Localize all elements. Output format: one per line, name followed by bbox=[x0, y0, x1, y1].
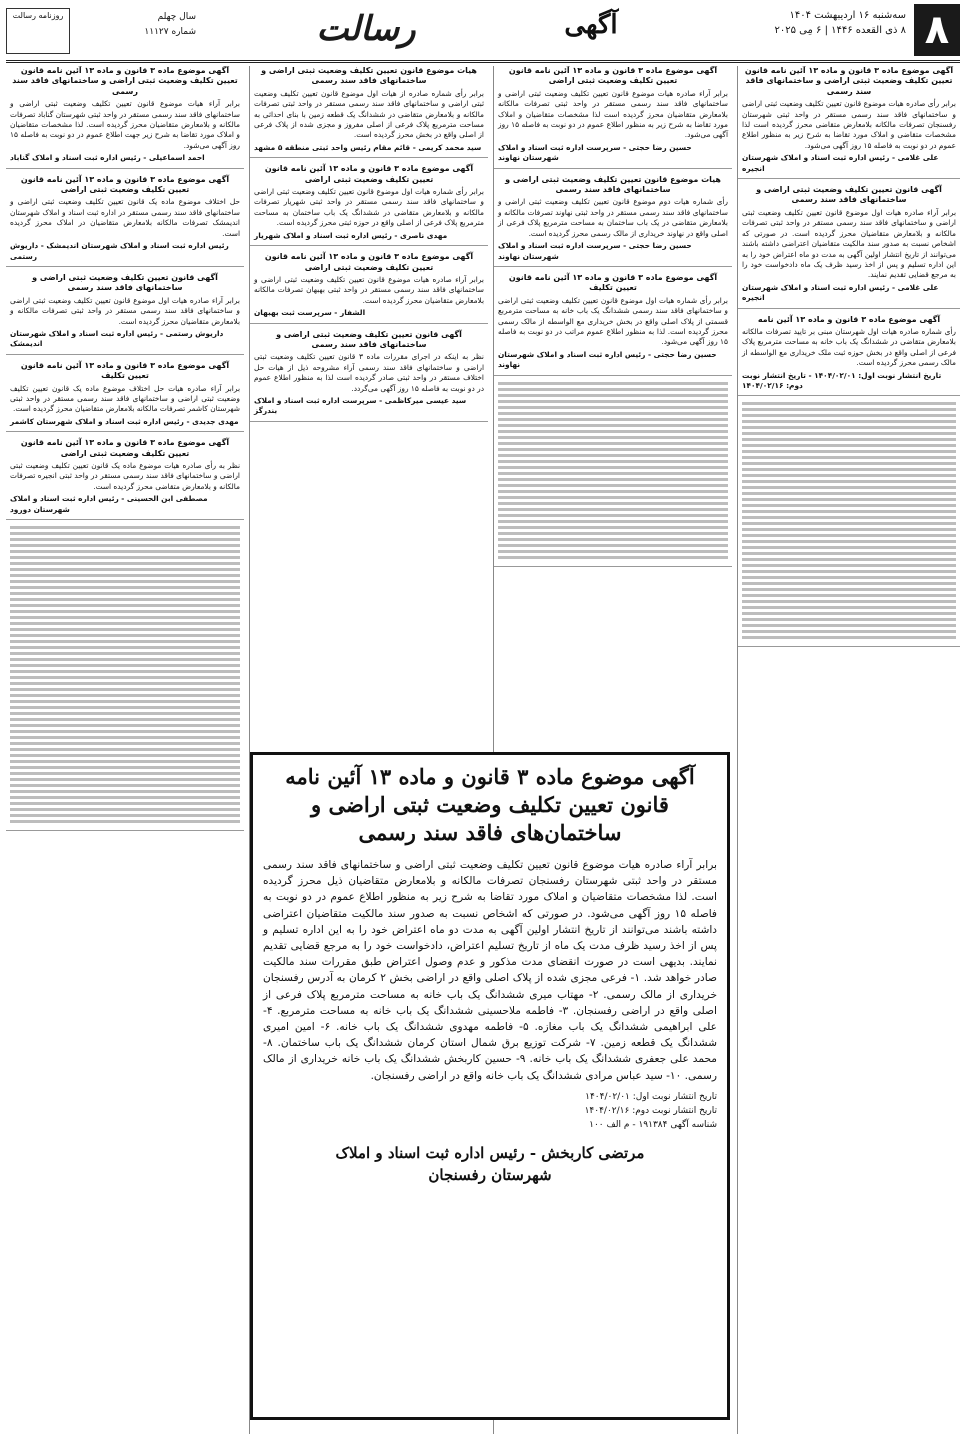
text-line bbox=[10, 742, 240, 745]
ad-signature: مصطفی ابن الحسینی - رئیس اداره ثبت اسناد و املاک شهرستان دورود bbox=[10, 494, 208, 514]
text-line bbox=[10, 676, 240, 679]
ad-heading: آگهی قانون تعیین تکلیف وضعیت ثبتی اراضی و ساختمانهای فاقد سند رسمی bbox=[756, 185, 942, 205]
text-line bbox=[498, 436, 728, 439]
text-line bbox=[498, 430, 728, 433]
text-line bbox=[742, 504, 956, 507]
text-line bbox=[10, 610, 240, 613]
text-line bbox=[498, 418, 728, 421]
text-line bbox=[10, 550, 240, 553]
ad-notice bbox=[250, 330, 488, 422]
text-line bbox=[742, 618, 956, 621]
text-line bbox=[10, 820, 240, 823]
issue-year: سال چهلم bbox=[157, 12, 196, 22]
issue-number: شماره ۱۱۱۲۷ bbox=[144, 27, 196, 37]
ad-body: حل اختلاف موضوع ماده یک قانون تعیین تکلیف وضعیت ثبتی اراضی و ساختمانهای فاقد سند رسمی مستقر در اداره ثبت اسناد و املاک شهرستان اندیمشک تصرفات مالکانه بلامعارض متقاضیان در املاک محرز گردیده است. bbox=[10, 197, 240, 238]
text-line bbox=[742, 600, 956, 603]
ad-heading: آگهی موضوع ماده ۳ قانون و ماده ۱۳ آئین نامه bbox=[757, 314, 941, 324]
text-line bbox=[10, 592, 240, 595]
text-line bbox=[10, 532, 240, 535]
ad-notice bbox=[738, 185, 960, 308]
text-line bbox=[498, 520, 728, 523]
text-line bbox=[742, 582, 956, 585]
ad-notice bbox=[6, 66, 244, 169]
text-line bbox=[498, 502, 728, 505]
text-line bbox=[10, 808, 240, 811]
text-line bbox=[742, 624, 956, 627]
text-line bbox=[10, 574, 240, 577]
ad-body: رأی شماره صادره هیات اول شهرستان مبنی بر تایید تصرفات مالکانه بلامعارض متقاضی در ششدانگ یک باب خانه به مساحت مترمربع پلاک فرعی از اصلی واقع در بخش حوزه ثبت ملک خریداری مع الواسطه از مالک رسمی محرز گردیده است. bbox=[742, 326, 956, 368]
ad-signature: الشفار - سرپرست ثبت بهبهان bbox=[254, 308, 366, 318]
text-line bbox=[742, 474, 956, 477]
ad-body: برابر رأی شماره هیات اول موضوع قانون تعیین تکلیف وضعیت ثبتی اراضی و ساختمانهای فاقد سند رسمی ششدانگ یک باب خانه به مساحت مترمربع قسمتی از پلاک اصلی واقع در بخش خریداری مع الواسطه از مالک رسمی محرز گردیده است. لذا به منظور اطلاع عموم مراتب در دو نوبت به فاصله ۱۵ روز آگهی می‌شود. bbox=[498, 295, 728, 347]
ad-heading: آگهی موضوع ماده ۳ قانون و ماده ۱۳ آئین نامه قانون تعیین تکلیف وضعیت ثبتی اراضی bbox=[20, 438, 230, 458]
featured-notice-signature bbox=[263, 1142, 717, 1186]
text-line bbox=[10, 670, 240, 673]
ad-notice bbox=[738, 66, 960, 179]
ad-heading: آگهی موضوع ماده ۳ قانون و ماده ۱۳ آئین نامه قانون تعیین تکلیف bbox=[508, 272, 718, 293]
ad-signature: رئیس اداره ثبت اسناد و املاک شهرستان اندیمشک - داریوش رستمی bbox=[10, 241, 229, 261]
text-line bbox=[742, 450, 956, 453]
text-line bbox=[10, 616, 240, 619]
text-line bbox=[10, 754, 240, 757]
text-line bbox=[498, 538, 728, 541]
date-line-1: سه‌شنبه ۱۶ اردیبهشت ۱۴۰۴ bbox=[789, 10, 906, 21]
date-line-2: ۸ ذی القعده ۱۴۴۶ | ۶ مِی ۲۰۲۵ bbox=[774, 25, 906, 36]
column-1 bbox=[737, 66, 960, 1434]
text-line bbox=[498, 460, 728, 463]
ad-body: رأی شماره هیات دوم موضوع قانون تعیین تکلیف وضعیت ثبتی اراضی و ساختمانهای فاقد سند رسمی مستقر در واحد ثبتی نهاوند تصرفات مالکانه و بلامعارض متقاضی در یک باب ساختمان به مساحت مترمربع پلاک فرعی از اصلی واقع در نهاوند خریداری از مالک رسمی محرز گردیده است. bbox=[498, 197, 728, 238]
text-line bbox=[10, 634, 240, 637]
ad-notice bbox=[6, 361, 244, 432]
text-line bbox=[10, 646, 240, 649]
text-line bbox=[742, 462, 956, 465]
text-line bbox=[10, 688, 240, 691]
ad-notice bbox=[250, 66, 488, 158]
text-line bbox=[10, 568, 240, 571]
ad-signature: سید عیسی میرکاظمی - سرپرست اداره ثبت اسناد و املاک بندرگز bbox=[254, 395, 467, 416]
text-line bbox=[742, 552, 956, 555]
text-line bbox=[10, 718, 240, 721]
ad-signature: مهدی ناصری - رئیس اداره ثبت اسناد و املاک شهریار bbox=[254, 230, 448, 240]
text-line bbox=[498, 454, 728, 457]
ad-heading: آگهی قانون تعیین تکلیف وضعیت ثبتی اراضی و ساختمانهای فاقد سند رسمی bbox=[276, 329, 462, 349]
ad-body: برابر رأی شماره صادره از هیات اول موضوع قانون تعیین تکلیف وضعیت ثبتی اراضی و ساختمانهای فاقد سند رسمی مستقر در واحد ثبتی تصرفات مالکانه و بلامعارض متقاضی در ششدانگ یک قطعه زمین با بنای احداثی به مساحت مترمربع پلاک فرعی از اصلی مفروز و مجزی شده از پلاک فرعی از اصلی واقع در بخش محرز گردیده است. bbox=[254, 88, 484, 140]
ad-notice bbox=[738, 315, 960, 397]
text-line bbox=[10, 736, 240, 739]
text-line bbox=[498, 466, 728, 469]
text-line bbox=[10, 748, 240, 751]
ad-body: برابر رأی صادره هیات موضوع قانون تعیین تکلیف وضعیت ثبتی اراضی و ساختمانهای فاقد سند رسمی مستقر در واحد ثبتی شهرستان رفسنجان تصرفات مالکانه بلامعارض متقاضی محرز گردیده است لذا مشخصات متقاضی و املاک مورد تقاضا به شرح زیر به منظور اطلاع عموم در دو نوبت به فاصله ۱۵ روز آگهی می‌شود. bbox=[742, 99, 956, 150]
text-line bbox=[742, 426, 956, 429]
text-line bbox=[10, 652, 240, 655]
ad-heading: آگهی موضوع ماده ۳ قانون و ماده ۱۳ آئین نامه قانون تعیین تکلیف وضعیت ثبتی اراضی bbox=[20, 174, 230, 195]
text-line bbox=[742, 576, 956, 579]
text-line bbox=[498, 424, 728, 427]
text-line bbox=[498, 382, 728, 385]
text-line bbox=[10, 556, 240, 559]
text-line bbox=[498, 394, 728, 397]
text-line bbox=[10, 580, 240, 583]
text-line bbox=[10, 724, 240, 727]
ad-notice bbox=[494, 66, 732, 169]
text-line bbox=[742, 498, 956, 501]
text-line bbox=[498, 490, 728, 493]
ad-notice bbox=[6, 175, 244, 267]
text-line bbox=[10, 598, 240, 601]
text-line bbox=[742, 510, 956, 513]
filler-lines bbox=[494, 382, 732, 567]
ad-heading: آگهی موضوع ماده ۳ قانون و ماده ۱۳ آئین نامه قانون تعیین تکلیف وضعیت ثبتی اراضی و ساختمانهای فاقد سند رسمی bbox=[744, 66, 954, 96]
publish-date-1: تاریخ انتشار نوبت اول: ۱۴۰۴/۰۲/۰۱ bbox=[585, 1091, 717, 1102]
text-line bbox=[742, 570, 956, 573]
text-line bbox=[742, 594, 956, 597]
text-line bbox=[10, 622, 240, 625]
text-line bbox=[10, 766, 240, 769]
text-line bbox=[10, 790, 240, 793]
ad-signature: حسین رضا حجتی - رئیس اداره ثبت اسناد و املاک شهرستان نهاوند bbox=[498, 349, 717, 370]
text-line bbox=[10, 538, 240, 541]
text-line bbox=[742, 546, 956, 549]
text-line bbox=[742, 480, 956, 483]
newspaper-logo bbox=[296, 4, 436, 54]
text-line bbox=[10, 604, 240, 607]
text-line bbox=[10, 760, 240, 763]
text-line bbox=[10, 814, 240, 817]
ad-heading: آگهی موضوع ماده ۳ قانون و ماده ۱۳ آئین نامه قانون تعیین تکلیف وضعیت ثبتی اراضی bbox=[264, 252, 474, 272]
text-line bbox=[742, 558, 956, 561]
text-line bbox=[742, 606, 956, 609]
text-line bbox=[498, 484, 728, 487]
text-line bbox=[10, 526, 240, 529]
text-line bbox=[742, 486, 956, 489]
date-block bbox=[686, 8, 906, 38]
text-line bbox=[742, 516, 956, 519]
ad-body: برابر آراء صادره هیات اول موضوع قانون تعیین تکلیف وضعیت ثبتی اراضی و ساختمانهای فاقد سند رسمی مستقر در واحد ثبتی تصرفات مالکانه و بلامعارض متقاضیان محرز گردیده است. bbox=[10, 295, 240, 326]
ad-heading: هیات موضوع قانون تعیین تکلیف وضعیت ثبتی اراضی و ساختمانهای فاقد سند رسمی bbox=[505, 174, 721, 195]
text-line bbox=[742, 468, 956, 471]
text-line bbox=[10, 658, 240, 661]
text-line bbox=[742, 492, 956, 495]
ad-signature: سید محمد کریمی - قائم مقام رئیس واحد ثبتی منطقه ۵ مشهد bbox=[254, 142, 482, 152]
text-line bbox=[10, 628, 240, 631]
ad-body: برابر آراء هیات موضوع قانون تعیین تکلیف وضعیت ثبتی اراضی و ساختمانهای فاقد سند رسمی مستقر در واحد ثبتی شهرستان گناباد تصرفات مالکانه و بلامعارض متقاضیان محرز گردیده است. لذا مشخصات متقاضیان و املاک مورد تقاضا به شرح زیر جهت اطلاع عموم در دو نوبت به فاصله ۱۵ روز آگهی می‌شود. bbox=[10, 99, 240, 150]
ad-signature: حسین رضا حجتی - سرپرست اداره ثبت اسناد و املاک شهرستان نهاوند bbox=[498, 241, 692, 261]
text-line bbox=[498, 406, 728, 409]
ad-notice bbox=[6, 438, 244, 520]
text-line bbox=[10, 712, 240, 715]
filler-lines bbox=[6, 526, 244, 831]
text-line bbox=[498, 388, 728, 391]
text-line bbox=[498, 514, 728, 517]
ad-signature: حسین رضا حجتی - سرپرست اداره ثبت اسناد و املاک شهرستان نهاوند bbox=[498, 142, 692, 163]
text-line bbox=[742, 522, 956, 525]
ad-notice bbox=[494, 273, 732, 376]
logo-text: رسالت bbox=[316, 9, 416, 49]
text-line bbox=[10, 562, 240, 565]
ad-body: برابر آراء صادره هیات موضوع قانون تعیین تکلیف وضعیت ثبتی اراضی و ساختمانهای فاقد سند رسمی مستقر در واحد ثبتی بهبهان تصرفات مالکانه بلامعارض متقاضیان محرز گردیده است. bbox=[254, 274, 484, 305]
ad-signature: تاریخ انتشار نوبت اول: ۱۴۰۴/۰۲/۰۱ - تاریخ انتشار نوبت دوم: ۱۴۰۴/۰۲/۱۶ bbox=[742, 370, 942, 390]
ad-body: برابر آراء صادره هیات اول موضوع قانون تعیین تکلیف وضعیت ثبتی اراضی و ساختمانهای فاقد سند رسمی مستقر در واحد ثبتی تصرفات مالکانه و بلامعارض متقاضیان محرز گردیده است. در صورتی که اشخاص نسبت به صدور سند مالکیت متقاضیان اعتراضی داشته باشند می‌توانند از تاریخ انتشار اولین آگهی به مدت دو ماه اعتراض خود را به این اداره تسلیم و پس از اخذ رسید ظرف یک ماه دادخواست خود را به مرجع قضایی تقدیم نمایند. bbox=[742, 207, 956, 280]
text-line bbox=[498, 478, 728, 481]
text-line bbox=[742, 528, 956, 531]
text-line bbox=[10, 730, 240, 733]
ad-notice bbox=[250, 252, 488, 323]
ad-heading: آگهی موضوع ماده ۳ قانون و ماده ۱۳ آئین نامه قانون تعیین تکلیف bbox=[20, 360, 230, 381]
text-line bbox=[10, 694, 240, 697]
text-line bbox=[10, 544, 240, 547]
ad-signature: داریوش رستمی - رئیس اداره ثبت اسناد و املاک شهرستان اندیمشک bbox=[10, 328, 224, 349]
ad-signature: علی غلامی - رئیس اداره ثبت اسناد و املاک شهرستان انجیره bbox=[742, 153, 939, 173]
text-line bbox=[498, 472, 728, 475]
text-line bbox=[10, 784, 240, 787]
ad-body: برابر آراء صادره هیات حل اختلاف موضوع ماده یک قانون تعیین تکلیف وضعیت ثبتی اراضی و ساختمانهای فاقد سند رسمی مستقر در واحد ثبتی شهرستان کاشمر تصرفات مالکانه بلامعارض متقاضیان محرز گردیده است. bbox=[10, 383, 240, 414]
text-line bbox=[742, 630, 956, 633]
ad-body: برابر رأی شماره هیات اول موضوع قانون تعیین تکلیف وضعیت ثبتی اراضی و ساختمانهای فاقد سند رسمی مستقر در واحد ثبتی شهریار تصرفات مالکانه و بلامعارض متقاضی در ششدانگ یک باب ساختمان به مساحت مترمربع پلاک فرعی از اصلی واقع در حوزه ثبتی محرز گردیده است. bbox=[254, 187, 484, 228]
text-line bbox=[498, 532, 728, 535]
text-line bbox=[742, 612, 956, 615]
text-line bbox=[742, 564, 956, 567]
text-line bbox=[742, 588, 956, 591]
text-line bbox=[742, 534, 956, 537]
ad-body: نظر به رأی صادره هیات موضوع ماده یک قانون تعیین تکلیف وضعیت ثبتی اراضی و ساختمانهای فاقد سند رسمی مستقر در واحد ثبتی انجیره تصرفات مالکانه و بلامعارض متقاضی محرز گردیده است. bbox=[10, 461, 240, 491]
publish-date-2: تاریخ انتشار نوبت دوم: ۱۴۰۴/۰۲/۱۶ bbox=[584, 1105, 717, 1116]
text-line bbox=[498, 442, 728, 445]
text-line bbox=[10, 778, 240, 781]
ad-heading: آگهی موضوع ماده ۳ قانون و ماده ۱۳ آئین نامه قانون تعیین تکلیف وضعیت ثبتی اراضی و ساختمانهای فاقد سند رسمی bbox=[12, 66, 238, 96]
text-line bbox=[742, 402, 956, 405]
column-4 bbox=[6, 66, 244, 1434]
ad-body: برابر آراء صادره هیات موضوع قانون تعیین تکلیف وضعیت ثبتی اراضی و ساختمانهای فاقد سند رسمی مستقر در واحد ثبتی تصرفات مالکانه بلامعارض متقاضیان محرز گردیده است لذا مشخصات متقاضیان و املاک مورد تقاضا به شرح زیر به منظور اطلاع عموم در دو نوبت به فاصله ۱۵ روز آگهی می‌شود. bbox=[498, 88, 728, 140]
text-line bbox=[742, 540, 956, 543]
text-line bbox=[498, 496, 728, 499]
page-number: ۸ bbox=[914, 4, 960, 56]
text-line bbox=[10, 640, 240, 643]
text-line bbox=[742, 420, 956, 423]
signature-line-2: شهرستان رفسنجان bbox=[428, 1165, 552, 1184]
text-line bbox=[10, 664, 240, 667]
ad-notice bbox=[6, 273, 244, 355]
ad-heading: هیات موضوع قانون تعیین تکلیف وضعیت ثبتی اراضی و ساختمانهای فاقد سند رسمی bbox=[261, 66, 477, 86]
ad-notice bbox=[250, 164, 488, 246]
text-line bbox=[742, 432, 956, 435]
section-title: آگهی bbox=[564, 10, 618, 40]
ad-heading: آگهی موضوع ماده ۳ قانون و ماده ۱۳ آئین نامه قانون تعیین تکلیف وضعیت ثبتی اراضی bbox=[508, 66, 718, 86]
text-line bbox=[742, 456, 956, 459]
issue-block bbox=[76, 10, 196, 40]
featured-notice-title: آگهی موضوع ماده ۳ قانون و ماده ۱۳ آئین نامه قانون تعیین تکلیف وضعیت ثبتی اراضی و ساختمان‌های فاقد سند رسمی bbox=[285, 764, 695, 845]
text-line bbox=[742, 444, 956, 447]
small-logo: روزنامه رسالت bbox=[6, 8, 70, 54]
ad-heading: آگهی قانون تعیین تکلیف وضعیت ثبتی اراضی و ساختمانهای فاقد سند رسمی bbox=[32, 272, 218, 293]
ad-signature: مهدی جدیدی - رئیس اداره ثبت اسناد و املاک شهرستان کاشمر bbox=[10, 416, 239, 426]
text-line bbox=[10, 772, 240, 775]
text-line bbox=[10, 802, 240, 805]
featured-notice-body: برابر آراء صادره هیات موضوع قانون تعیین تکلیف وضعیت ثبتی اراضی و ساختمانهای فاقد سند رسمی مستقر در واحد ثبتی شهرستان رفسنجان تصرفات مالکانه و بلامعارض متقاضیان ذیل محرز گردیده است. لذا مشخصات متقاضیان و املاک مورد تقاضا به شرح زیر به منظور اطلاع عموم در دو نوبت به فاصله ۱۵ روز آگهی می‌شود. در صورتی که اشخاص نسبت به صدور سند مالکیت متقاضیان اعتراضی داشته باشند می‌توانند از تاریخ انتشار اولین آگهی به مدت دو ماه اعتراض خود را به این اداره تسلیم و پس از اخذ رسید ظرف مدت یک ماه از تاریخ تسلیم اعتراض، دادخواست خود را به مرجع قضایی تقدیم نمایند. بدیهی است در صورت انقضای مدت مذکور و عدم وصول اعتراض طبق مقررات سند مالکیت صادر خواهد شد. ۱- فرعی مجزی شده از پلاک اصلی واقع در اراضی بخش ۲ کرمان به آدرس رفسنجان خریداری از مالک رسمی. ۲- مهتاب میری ششدانگ یک باب خانه به مساحت مترمربع پلاک فرعی از اصلی واقع در اراضی رفسنجان. ۳- فاطمه ملاحسینی ششدانگ یک باب خانه به مساحت مترمربع. ۴- علی ابراهیمی ششدانگ یک باب مغازه. ۵- فاطمه مهدوی ششدانگ یک باب خانه. ۶- امین امیری ششدانگ یک قطعه زمین. ۷- شرکت توزیع برق شمال استان کرمان ششدانگ یک باب ساختمان. ۸- محمد علی جعفری ششدانگ یک باب خانه. ۹- حسین کاربخش ششدانگ یک باب خانه خریداری از مالک رسمی. ۱۰- سید عباس مرادی ششدانگ یک باب خانه واقع در اراضی رفسنجان. bbox=[263, 859, 717, 1082]
text-line bbox=[498, 508, 728, 511]
text-line bbox=[498, 448, 728, 451]
text-line bbox=[498, 400, 728, 403]
text-line bbox=[10, 796, 240, 799]
text-line bbox=[498, 556, 728, 559]
text-line bbox=[742, 636, 956, 639]
notice-id: شناسه آگهی ۱۹۱۳۸۴ - م الف ۱۰۰ bbox=[589, 1119, 717, 1130]
text-line bbox=[498, 544, 728, 547]
text-line bbox=[10, 700, 240, 703]
text-line bbox=[498, 412, 728, 415]
signature-line-1: مرتضی کاربخش - رئیس اداره ثبت اسناد و املاک bbox=[335, 1143, 645, 1162]
text-line bbox=[498, 550, 728, 553]
text-line bbox=[742, 414, 956, 417]
text-line bbox=[10, 586, 240, 589]
masthead bbox=[6, 4, 960, 63]
featured-notice-meta bbox=[263, 1090, 717, 1132]
ad-signature: احمد اسماعیلی - رئیس اداره ثبت اسناد و املاک گناباد bbox=[10, 153, 205, 163]
ad-body: نظر به اینکه در اجرای مقررات ماده ۳ قانون تعیین تکلیف وضعیت ثبتی اراضی و ساختمانهای فاقد سند رسمی آراء مشروحه ذیل از هیات حل اختلاف مستقر در واحد ثبتی صادر گردیده است لذا به منظور اطلاع عموم در دو نوبت به فاصله ۱۵ روز آگهی می‌گردد. bbox=[254, 352, 484, 393]
text-line bbox=[498, 526, 728, 529]
ad-signature: علی غلامی - رئیس اداره ثبت اسناد و املاک شهرستان انجیره bbox=[742, 282, 939, 303]
filler-lines bbox=[738, 402, 960, 647]
text-line bbox=[10, 706, 240, 709]
featured-notice-box bbox=[250, 752, 730, 1420]
text-line bbox=[742, 438, 956, 441]
text-line bbox=[742, 408, 956, 411]
text-line bbox=[10, 682, 240, 685]
ad-heading: آگهی موضوع ماده ۳ قانون و ماده ۱۳ آئین نامه قانون تعیین تکلیف وضعیت ثبتی اراضی bbox=[264, 164, 474, 184]
ad-notice bbox=[494, 175, 732, 267]
